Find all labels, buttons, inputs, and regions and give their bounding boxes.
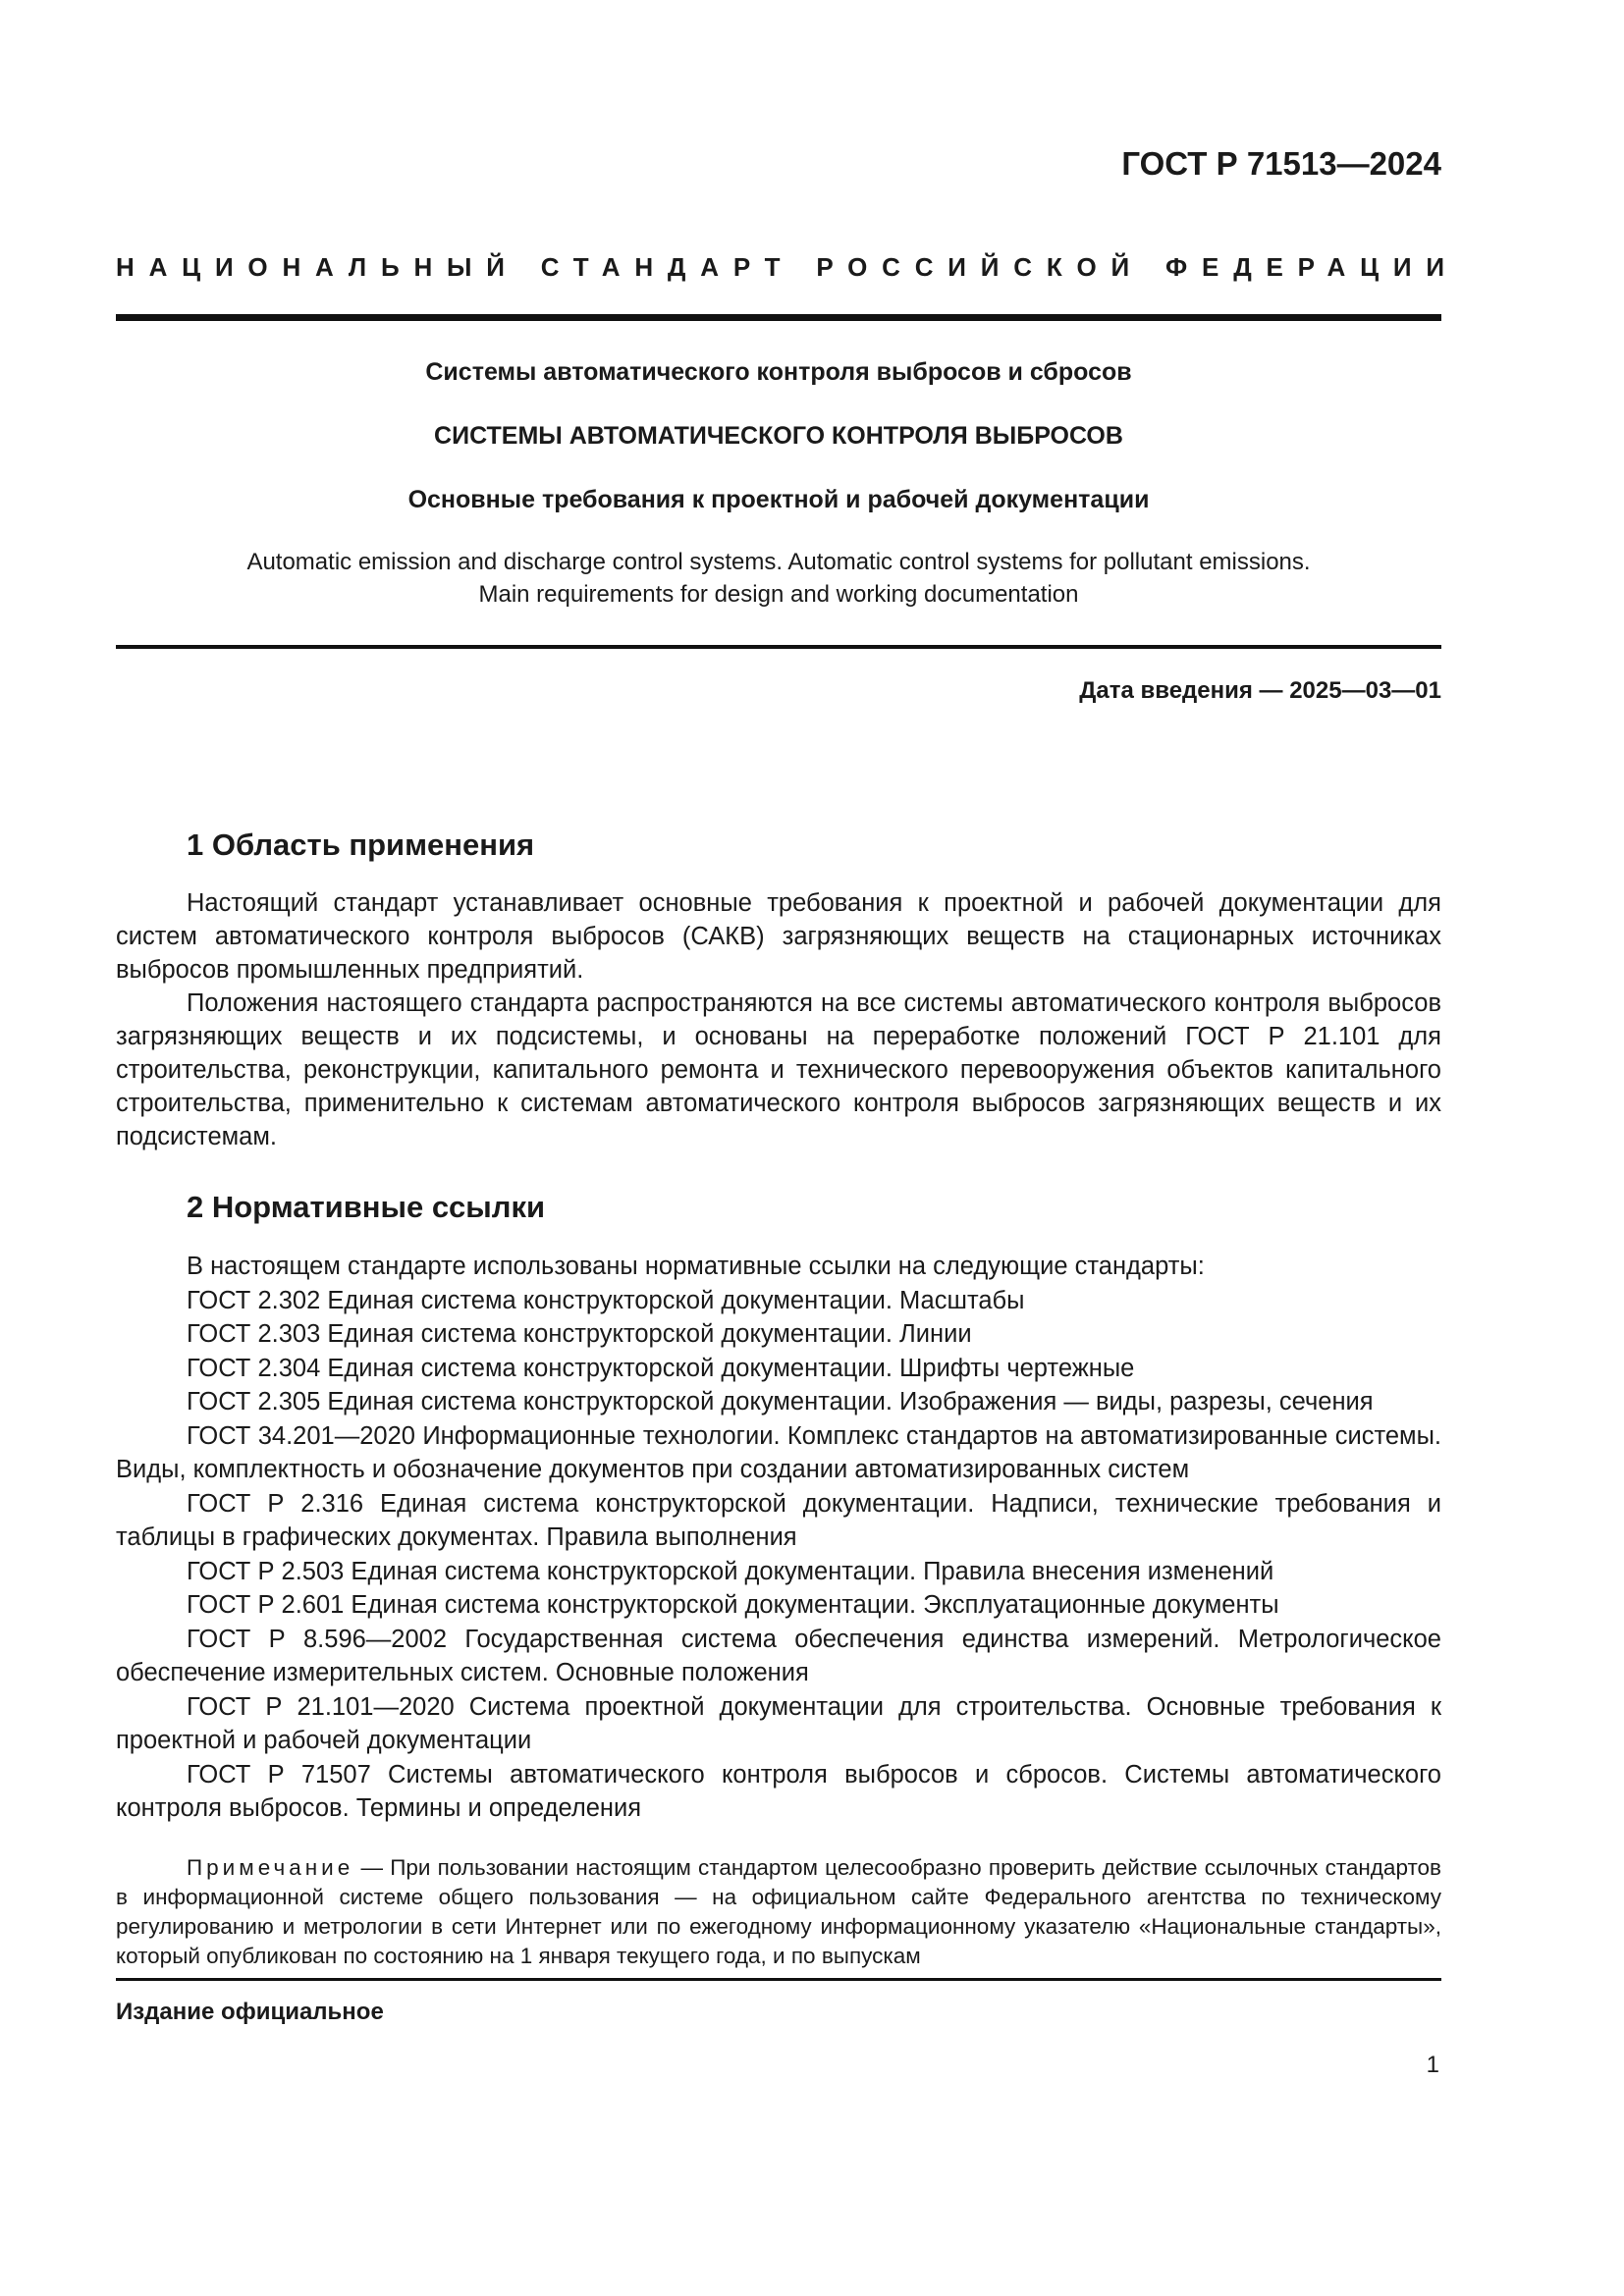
reference-item: ГОСТ Р 21.101—2020 Система проектной документации для строительства. Основные требования к проектной и рабочей документации (116, 1692, 1441, 1754)
section-2-heading: 2 Нормативные ссылки (187, 1190, 546, 1224)
reference-item: ГОСТ 2.303 Единая система конструкторской документации. Линии (187, 1320, 972, 1348)
note-label: Примечание (187, 1855, 354, 1880)
reference-item: ГОСТ Р 2.601 Единая система конструкторской документации. Эксплуатационные документы (187, 1591, 1279, 1619)
english-title (116, 546, 1441, 611)
series-title: Системы автоматического контроля выбросов и сбросов (425, 358, 1132, 386)
section-1-paragraph-2: Положения настоящего стандарта распространяются на все системы автоматического контроля выбросов загрязняющих веществ и их подсистемы, и основаны на переработке положений ГОСТ Р 21.101 для строительства, реконструкции, капитального ремонта и технического перевооружения объектов капитального строительства, применительно к системам автоматического контроля выбросов загрязняющих веществ и их подсистемам. (116, 989, 1441, 1150)
reference-item: ГОСТ Р 8.596—2002 Государственная система обеспечения единства измерений. Метрологическое обеспечение измерительных систем. Основные положения (116, 1625, 1441, 1686)
footer-rule (116, 1978, 1441, 1981)
page-number: 1 (1426, 2052, 1439, 2078)
reference-item: ГОСТ 2.305 Единая система конструкторской документации. Изображения — виды, разрезы, сечения (187, 1388, 1374, 1415)
note (116, 1853, 1441, 1971)
english-title-line-2: Main requirements for design and working documentation (478, 581, 1079, 608)
main-title: СИСТЕМЫ АВТОМАТИЧЕСКОГО КОНТРОЛЯ ВЫБРОСОВ (434, 422, 1123, 450)
standard-code: ГОСТ Р 71513—2024 (1121, 145, 1441, 182)
reference-intro: В настоящем стандарте использованы нормативные ссылки на следующие стандарты: (187, 1253, 1205, 1280)
english-title-line-1: Automatic emission and discharge control systems. Automatic control systems for pollutant emissions. (246, 549, 1311, 575)
introduction-date: Дата введения — 2025—03—01 (1079, 677, 1441, 704)
note-text: — При пользовании настоящим стандартом целесообразно проверить действие ссылочных стандартов в информационной системе общего пользования — на официальном сайте Федерального агентства по техническому регулированию и метрологии в сети Интернет или по ежегодному информационному указателю «Национальные стандарты», который опубликован по состоянию на 1 января текущего года, и по выпускам (116, 1855, 1441, 1968)
edition-label: Издание официальное (116, 1999, 384, 2025)
reference-item: ГОСТ 34.201—2020 Информационные технологии. Комплекс стандартов на автоматизированные системы. Виды, комплектность и обозначение документов при создании автоматизированных систем (116, 1421, 1441, 1483)
reference-item: ГОСТ Р 2.503 Единая система конструкторской документации. Правила внесения изменений (187, 1557, 1274, 1585)
sub-title: Основные требования к проектной и рабочей документации (407, 486, 1150, 513)
section-1-paragraph-1: Настоящий стандарт устанавливает основные требования к проектной и рабочей документации для систем автоматического контроля выбросов (САКВ) загрязняющих веществ на стационарных источниках выбросов промышленных предприятий. (116, 889, 1441, 984)
reference-item: ГОСТ Р 71507 Системы автоматического контроля выбросов и сбросов. Системы автоматического контроля выбросов. Термины и определения (116, 1760, 1441, 1822)
top-rule (116, 314, 1441, 321)
national-standard-title: НАЦИОНАЛЬНЫЙ СТАНДАРТ РОССИЙСКОЙ ФЕДЕРАЦИИ (116, 252, 1459, 282)
reference-item: ГОСТ 2.304 Единая система конструкторской документации. Шрифты чертежные (187, 1354, 1135, 1382)
reference-item: ГОСТ 2.302 Единая система конструкторской документации. Масштабы (187, 1286, 1025, 1314)
section-1-heading: 1 Область применения (187, 828, 535, 862)
reference-item: ГОСТ Р 2.316 Единая система конструкторской документации. Надписи, технические требования и таблицы в графических документах. Правила выполнения (116, 1489, 1441, 1551)
reference-list (116, 1250, 1441, 1826)
title-rule (116, 645, 1441, 649)
